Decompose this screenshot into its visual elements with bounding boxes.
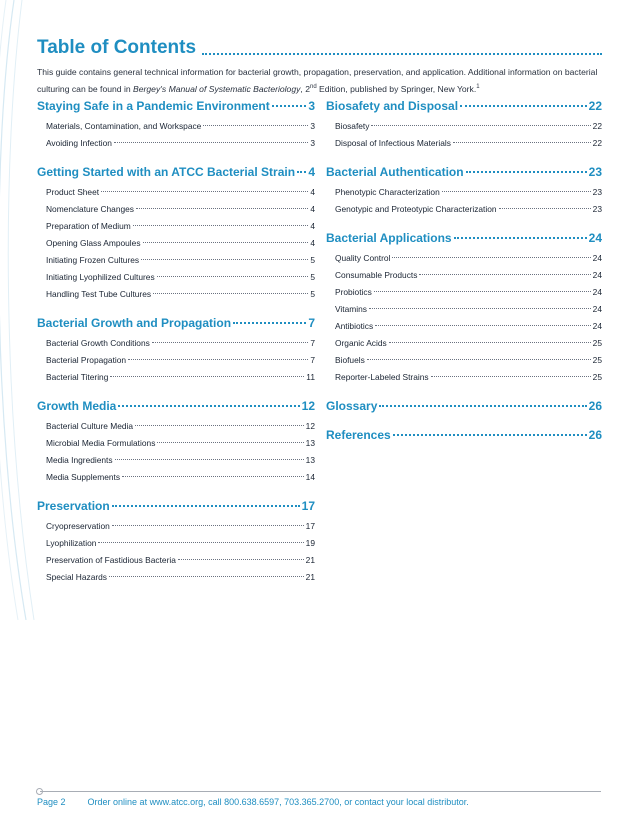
entry-title: Organic Acids <box>335 338 387 348</box>
entry-title: Microbial Media Formulations <box>46 438 156 448</box>
toc-entry[interactable] <box>37 184 315 201</box>
toc-entry[interactable] <box>326 284 602 301</box>
toc-entry[interactable] <box>326 250 602 267</box>
entry-title: Bacterial Propagation <box>46 355 127 365</box>
section-title: Preservation <box>37 499 110 513</box>
section-title: Bacterial Authentication <box>326 165 464 179</box>
entry-title: Bacterial Growth Conditions <box>46 338 150 348</box>
entry-title: Phenotypic Characterization <box>335 187 440 197</box>
dot-leader <box>419 274 590 275</box>
dot-leader <box>453 142 591 143</box>
section-page-number: 22 <box>588 99 602 113</box>
entry-title: Initiating Lyophilized Cultures <box>46 272 155 282</box>
dot-leader <box>141 259 308 260</box>
dot-leader <box>389 342 591 343</box>
entry-page-number: 3 <box>310 121 315 131</box>
toc-entry[interactable] <box>37 286 315 303</box>
section-page-number: 7 <box>308 316 315 330</box>
entry-page-number: 21 <box>305 555 315 565</box>
entry-page-number: 12 <box>305 421 315 431</box>
dot-leader <box>371 125 590 126</box>
intro-publisher: Edition, published by Springer, New York. <box>316 83 477 94</box>
dot-leader <box>369 308 591 309</box>
entry-title: Lyophilization <box>46 538 97 548</box>
dot-leader <box>392 257 590 258</box>
intro-book-title: Bergey's Manual of Systematic Bacteriology <box>133 83 301 94</box>
dot-leader <box>374 291 591 292</box>
toc-entry[interactable] <box>37 369 315 386</box>
toc-entry[interactable] <box>37 252 315 269</box>
entry-page-number: 17 <box>305 521 315 531</box>
intro-paragraph <box>37 65 603 96</box>
entry-page-number: 24 <box>592 253 602 263</box>
title-dot-leader <box>202 53 602 55</box>
entry-title: Biosafety <box>335 121 370 131</box>
toc-entry[interactable] <box>37 135 315 152</box>
section-page-number: 17 <box>301 499 315 513</box>
toc-entry[interactable] <box>326 135 602 152</box>
toc-entry[interactable] <box>37 218 315 235</box>
entry-page-number: 24 <box>592 270 602 280</box>
entry-title: Handling Test Tube Cultures <box>46 289 152 299</box>
entry-title: Genotypic and Proteotypic Characterization <box>335 204 497 214</box>
intro-text: This guide contains general technical information for bacterial growth, propagation, preservation, and application. Additional information on bacterial culturing can be found in <box>37 67 598 94</box>
entry-title: Media Ingredients <box>46 455 113 465</box>
toc-section-heading[interactable] <box>37 497 315 515</box>
dot-leader <box>466 171 587 173</box>
intro-edition-suffix: nd <box>309 83 317 90</box>
dot-leader <box>118 405 299 407</box>
entry-page-number: 3 <box>310 138 315 148</box>
footer-rule <box>40 791 601 792</box>
entry-title: Bacterial Titering <box>46 372 109 382</box>
entry-page-number: 4 <box>310 221 315 231</box>
toc-entry[interactable] <box>326 335 602 352</box>
dot-leader <box>112 505 300 507</box>
section-title: Bacterial Growth and Propagation <box>37 316 232 330</box>
toc-entry[interactable] <box>37 418 315 435</box>
dot-leader <box>442 191 591 192</box>
dot-leader <box>272 105 307 107</box>
dot-leader <box>98 542 303 543</box>
toc-entry[interactable] <box>37 469 315 486</box>
entry-page-number: 19 <box>305 538 315 548</box>
dot-leader <box>135 425 304 426</box>
entry-page-number: 22 <box>592 121 602 131</box>
toc-entry[interactable] <box>37 552 315 569</box>
toc-section-heading[interactable] <box>37 314 315 332</box>
dot-leader <box>233 322 306 324</box>
entry-title: Product Sheet <box>46 187 100 197</box>
section-page-number: 3 <box>308 99 315 113</box>
entry-page-number: 7 <box>310 338 315 348</box>
toc-entry[interactable] <box>326 184 602 201</box>
dot-leader <box>157 442 303 443</box>
entry-page-number: 25 <box>592 372 602 382</box>
title-row <box>37 35 602 59</box>
entry-title: Probiotics <box>335 287 372 297</box>
entry-title: Preservation of Fastidious Bacteria <box>46 555 176 565</box>
entry-page-number: 11 <box>306 372 315 382</box>
section-page-number: 4 <box>308 165 315 179</box>
entry-title: Media Supplements <box>46 472 121 482</box>
toc-section-heading[interactable] <box>37 397 315 415</box>
entry-page-number: 24 <box>592 321 602 331</box>
dot-leader <box>143 242 309 243</box>
dot-leader <box>460 105 587 107</box>
dot-leader <box>115 459 304 460</box>
page-number: Page 2 <box>37 797 66 807</box>
dot-leader <box>153 293 308 294</box>
entry-title: Opening Glass Ampoules <box>46 238 141 248</box>
dot-leader <box>101 191 308 192</box>
section-page-number: 26 <box>588 428 602 442</box>
toc-section-heading[interactable] <box>326 397 602 415</box>
toc-entry[interactable] <box>37 118 315 135</box>
entry-title: Biofuels <box>335 355 365 365</box>
entry-page-number: 25 <box>592 355 602 365</box>
section-page-number: 24 <box>588 231 602 245</box>
toc-entry[interactable] <box>37 201 315 218</box>
dot-leader <box>367 359 591 360</box>
toc-entry[interactable] <box>326 267 602 284</box>
dot-leader <box>499 208 591 209</box>
toc-section-heading[interactable] <box>326 229 602 247</box>
toc-entry[interactable] <box>326 318 602 335</box>
toc-entry[interactable] <box>37 452 315 469</box>
entry-title: Antibiotics <box>335 321 374 331</box>
toc-entry[interactable] <box>326 201 602 218</box>
section-title: Glossary <box>326 399 378 413</box>
entry-page-number: 4 <box>310 238 315 248</box>
toc-entry[interactable] <box>37 235 315 252</box>
dot-leader <box>393 434 587 436</box>
entry-page-number: 13 <box>305 438 315 448</box>
entry-title: Materials, Contamination, and Workspace <box>46 121 202 131</box>
section-title: Getting Started with an ATCC Bacterial Strain <box>37 165 296 179</box>
section-title: References <box>326 428 391 442</box>
entry-page-number: 25 <box>592 338 602 348</box>
section-title: Biosafety and Disposal <box>326 99 459 113</box>
section-title: Bacterial Applications <box>326 231 452 245</box>
dot-leader <box>157 276 309 277</box>
dot-leader <box>203 125 308 126</box>
dot-leader <box>109 576 304 577</box>
section-page-number: 23 <box>588 165 602 179</box>
toc-section-heading[interactable] <box>326 426 602 444</box>
entry-title: Avoiding Infection <box>46 138 112 148</box>
entry-title: Preparation of Medium <box>46 221 131 231</box>
entry-page-number: 4 <box>310 204 315 214</box>
dot-leader <box>152 342 309 343</box>
entry-title: Vitamins <box>335 304 367 314</box>
toc-entry[interactable] <box>37 535 315 552</box>
page-title: Table of Contents <box>37 37 197 58</box>
entry-page-number: 5 <box>310 255 315 265</box>
entry-title: Disposal of Infectious Materials <box>335 138 451 148</box>
toc-right-column <box>326 97 602 444</box>
dot-leader <box>136 208 308 209</box>
entry-title: Initiating Frozen Cultures <box>46 255 140 265</box>
toc-entry[interactable] <box>37 435 315 452</box>
section-title: Staying Safe in a Pandemic Environment <box>37 99 270 113</box>
entry-page-number: 5 <box>310 272 315 282</box>
intro-reference-mark: 1 <box>476 83 480 90</box>
toc-left-column <box>37 97 315 586</box>
section-title: Growth Media <box>37 399 117 413</box>
entry-page-number: 24 <box>592 287 602 297</box>
toc-entry[interactable] <box>326 301 602 318</box>
toc-entry[interactable] <box>37 335 315 352</box>
entry-title: Special Hazards <box>46 572 107 582</box>
entry-title: Cryopreservation <box>46 521 110 531</box>
toc-entry[interactable] <box>326 118 602 135</box>
entry-title: Reporter-Labeled Strains <box>335 372 429 382</box>
dot-leader <box>178 559 304 560</box>
dot-leader <box>133 225 309 226</box>
toc-entry[interactable] <box>37 269 315 286</box>
section-page-number: 26 <box>588 399 602 413</box>
entry-page-number: 24 <box>592 304 602 314</box>
entry-page-number: 5 <box>310 289 315 299</box>
toc-entry[interactable] <box>326 369 602 386</box>
entry-title: Bacterial Culture Media <box>46 421 134 431</box>
dot-leader <box>375 325 591 326</box>
toc-section-heading[interactable] <box>37 97 315 115</box>
dot-leader <box>122 476 304 477</box>
entry-page-number: 21 <box>305 572 315 582</box>
toc-section-heading[interactable] <box>326 97 602 115</box>
toc-section-heading[interactable] <box>326 163 602 181</box>
dot-leader <box>112 525 304 526</box>
entry-page-number: 14 <box>305 472 315 482</box>
entry-title: Nomenclature Changes <box>46 204 134 214</box>
toc-section-heading[interactable] <box>37 163 315 181</box>
dot-leader <box>454 237 587 239</box>
entry-page-number: 22 <box>592 138 602 148</box>
dot-leader <box>431 376 591 377</box>
intro-edition: , 2 <box>300 83 310 94</box>
dot-leader <box>297 171 306 173</box>
toc-entry[interactable] <box>326 352 602 369</box>
toc-entry[interactable] <box>37 569 315 586</box>
entry-page-number: 13 <box>305 455 315 465</box>
page-footer <box>37 797 469 807</box>
dot-leader <box>114 142 308 143</box>
dot-leader <box>110 376 304 377</box>
toc-entry[interactable] <box>37 352 315 369</box>
entry-page-number: 23 <box>592 204 602 214</box>
entry-page-number: 4 <box>310 187 315 197</box>
footer-contact: Order online at www.atcc.org, call 800.638.6597, 703.365.2700, or contact your local distributor. <box>87 797 469 807</box>
entry-page-number: 7 <box>310 355 315 365</box>
entry-title: Quality Control <box>335 253 391 263</box>
dot-leader <box>379 405 586 407</box>
entry-page-number: 23 <box>592 187 602 197</box>
toc-entry[interactable] <box>37 518 315 535</box>
entry-title: Consumable Products <box>335 270 418 280</box>
dot-leader <box>128 359 308 360</box>
section-page-number: 12 <box>301 399 315 413</box>
